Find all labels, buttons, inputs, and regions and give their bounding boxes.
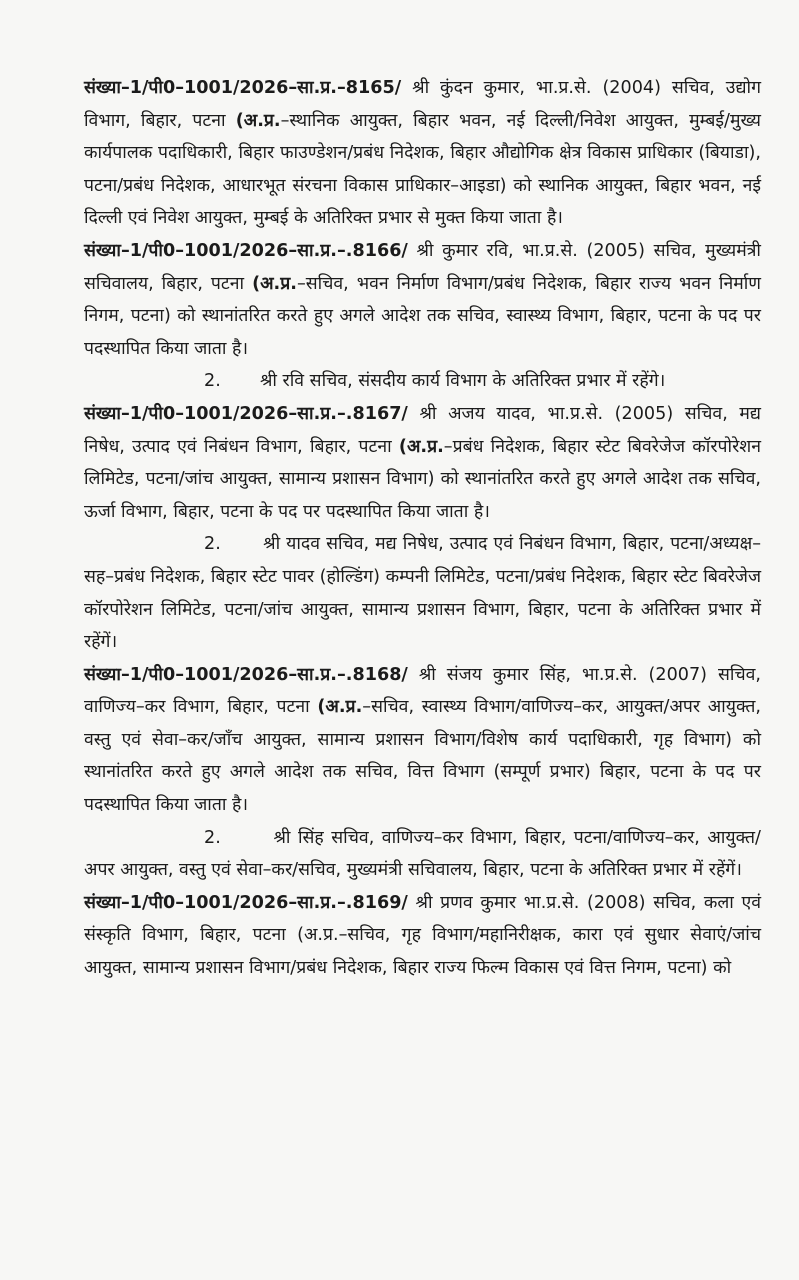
order-sub-paragraph <box>84 528 761 658</box>
order-5 <box>84 887 761 985</box>
order-paragraph <box>84 398 761 528</box>
order-sub-paragraph <box>84 822 761 887</box>
order-text: श्री अजय यादव, भा.प्र.से. (2005) सचिव, मद्य निषेध, उत्पाद एवं निबंधन विभाग, बिहार, पटना <box>84 403 761 457</box>
order-2 <box>84 235 761 398</box>
order-paragraph <box>84 235 761 365</box>
order-reference-number: संख्या–1/पी0–1001/2026–सा.प्र.–.8166/ <box>84 240 408 261</box>
order-text-continued: –सचिव, स्वास्थ्य विभाग/वाणिज्य–कर, आयुक्त/अपर आयुक्त, वस्तु एवं सेवा–कर/जाँच आयुक्त, सामान्य प्रशासन विभाग/विशेष कार्य पदाधिकारी, गृह विभाग) को स्थानांतरित करते हुए अगले आदेश तक सचिव, वित्त विभाग (सम्पूर्ण प्रभार) बिहार, पटना के पद पर पदस्थापित किया जाता है। <box>84 697 762 816</box>
order-4 <box>84 659 761 887</box>
order-reference-number: संख्या–1/पी0–1001/2026–सा.प्र.–.8169/ <box>84 892 408 913</box>
order-text: श्री कुमार रवि, भा.प्र.से. (2005) सचिव, मुख्यमंत्री सचिवालय, बिहार, पटना <box>84 240 761 294</box>
order-paragraph <box>84 887 761 985</box>
order-text: श्री संजय कुमार सिंह, भा.प्र.से. (2007) सचिव, वाणिज्य–कर विभाग, बिहार, पटना <box>84 664 761 718</box>
sub-paragraph-number: 2. <box>204 534 221 555</box>
order-text-continued: –प्रबंध निदेशक, बिहार स्टेट बिवरेजेज कॉरपोरेशन लिमिटेड, पटना/जांच आयुक्त, सामान्य प्रशासन विभाग) को स्थानांतरित करते हुए अगले आदेश तक सचिव, ऊर्जा विभाग, बिहार, पटना के पद पर पदस्थापित किया जाता है। <box>84 436 761 522</box>
order-paragraph <box>84 72 761 235</box>
sub-paragraph-text: श्री सिंह सचिव, वाणिज्य–कर विभाग, बिहार, पटना/वाणिज्य–कर, आयुक्त/अपर आयुक्त, वस्तु एवं सेवा–कर/सचिव, मुख्यमंत्री सचिवालय, बिहार, पटना के अतिरिक्त प्रभार में रहेंगें। <box>84 827 761 881</box>
order-additional-charge-marker: (अ.प्र. <box>317 697 363 718</box>
sub-paragraph-number: 2. <box>204 371 221 392</box>
order-additional-charge-marker: (अ.प्र. <box>252 273 297 294</box>
order-text: श्री प्रणव कुमार भा.प्र.से. (2008) सचिव, कला एवं संस्कृति विभाग, बिहार, पटना <box>84 892 761 946</box>
order-additional-charge-marker: (अ.प्र. <box>398 436 444 457</box>
order-reference-number: संख्या–1/पी0–1001/2026–सा.प्र.–.8167/ <box>84 403 408 424</box>
order-reference-number: संख्या–1/पी0–1001/2026–सा.प्र.–.8168/ <box>84 664 408 685</box>
order-text: श्री कुंदन कुमार, भा.प्र.से. (2004) सचिव, उद्योग विभाग, बिहार, पटना <box>84 78 761 131</box>
sub-paragraph-number: 2. <box>204 827 221 848</box>
order-sub-paragraph <box>84 365 761 398</box>
order-paragraph <box>84 659 761 822</box>
order-text-continued: –स्थानिक आयुक्त, बिहार भवन, नई दिल्ली/निवेश आयुक्त, मुम्बई/मुख्य कार्यपालक पदाधिकारी, बिहार फाउण्डेशन/प्रबंध निदेशक, बिहार औद्योगिक क्षेत्र विकास प्राधिकार (बियाडा), पटना/प्रबंध निदेशक, आधारभूत संरचना विकास प्राधिकार–आइडा) को स्थानिक आयुक्त, बिहार भवन, नई दिल्ली एवं निवेश आयुक्त, मुम्बई के अतिरिक्त प्रभार से मुक्त किया जाता है। <box>84 110 761 229</box>
sub-paragraph-text: श्री यादव सचिव, मद्य निषेध, उत्पाद एवं निबंधन विभाग, बिहार, पटना/अध्यक्ष–सह–प्रबंध निदेशक, बिहार स्टेट पावर (होल्डिंग) कम्पनी लिमिटेड, पटना/प्रबंध निदेशक, बिहार स्टेट बिवरेजेज कॉरपोरेशन लिमिटेड, पटना/जांच आयुक्त, सामान्य प्रशासन विभाग, बिहार, पटना के अतिरिक्त प्रभार में रहेंगें। <box>84 534 761 653</box>
order-additional-charge-marker: (अ.प्र. <box>235 110 281 131</box>
order-text-continued: –सचिव, भवन निर्माण विभाग/प्रबंध निदेशक, बिहार राज्य भवन निर्माण निगम, पटना) को स्थानांतरित करते हुए अगले आदेश तक सचिव, स्वास्थ्य विभाग, बिहार, पटना के पद पर पदस्थापित किया जाता है। <box>84 273 762 359</box>
order-1 <box>84 72 761 235</box>
order-text-continued: (अ.प्र.–सचिव, गृह विभाग/महानिरीक्षक, कारा एवं सुधार सेवाएं/जांच आयुक्त, सामान्य प्रशासन विभाग/प्रबंध निदेशक, बिहार राज्य फिल्म विकास एवं वित्त निगम, पटना) को <box>84 925 761 979</box>
sub-paragraph-text: श्री रवि सचिव, संसदीय कार्य विभाग के अतिरिक्त प्रभार में रहेंगे। <box>259 371 666 392</box>
order-reference-number: संख्या–1/पी0–1001/2026–सा.प्र.–8165/ <box>84 78 402 98</box>
order-3 <box>84 398 761 659</box>
